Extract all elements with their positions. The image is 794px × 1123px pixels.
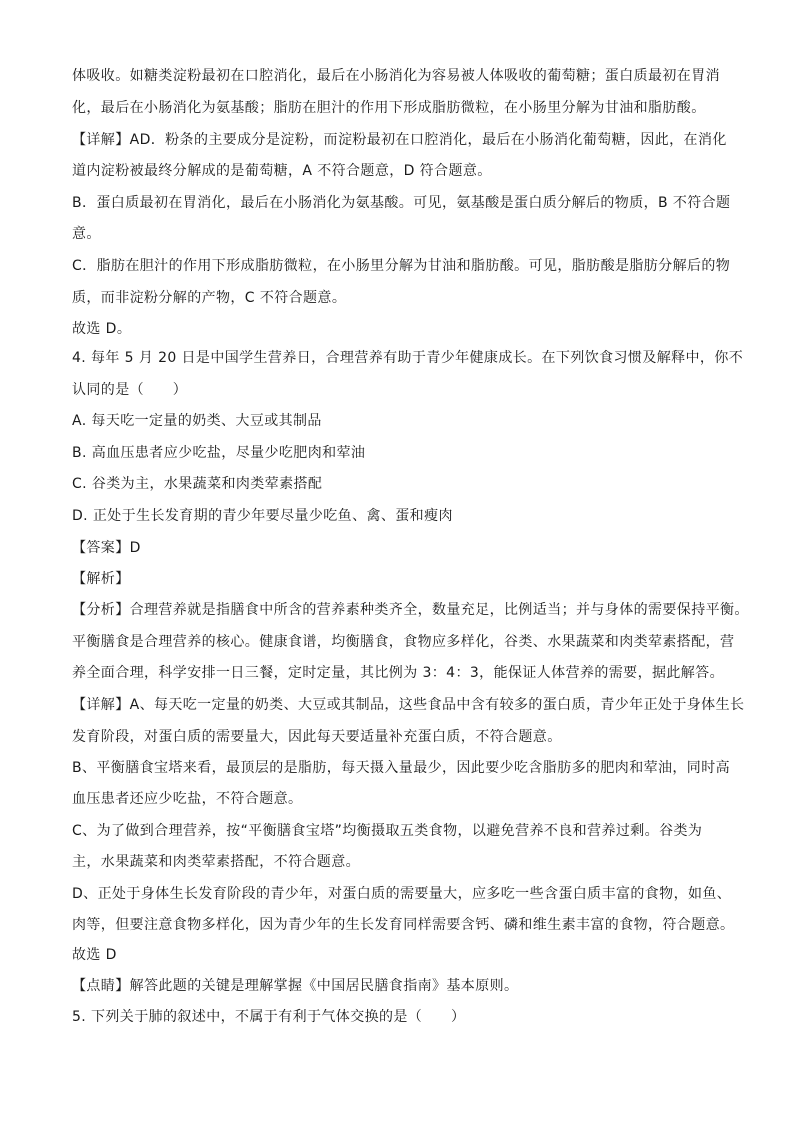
option-d: D. 正处于生长发育期的青少年要尽量少吃鱼、禽、蛋和瘦肉: [72, 508, 453, 524]
text-line: 道内淀粉被最终分解成的是葡萄糖，A 不符合题意，D 符合题意。: [72, 163, 492, 179]
text-line: D、正处于身体生长发育阶段的青少年，对蛋白质的需要量大，应多吃一些含蛋白质丰富的食物，如鱼、: [72, 886, 732, 902]
answer-label: 【答案】D: [72, 540, 141, 556]
option-a: A. 每天吃一定量的奶类、大豆或其制品: [72, 413, 322, 429]
text-line: 故选 D。: [72, 321, 132, 337]
text-line: 意。: [72, 226, 101, 242]
text-line: 体吸收。如糖类淀粉最初在口腔消化，最后在小肠消化为容易被人体吸收的葡萄糖；蛋白质最初在胃消: [72, 68, 720, 84]
text-line: B、平衡膳食宝塔来看，最顶层的是脂肪，每天摄入量最少，因此要少吃含脂肪多的肥肉和荤油，同时高: [72, 760, 731, 776]
option-b: B. 高血压患者应少吃盐，尽量少吃肥肉和荤油: [72, 445, 366, 461]
text-line: 【详解】AD．粉条的主要成分是淀粉，而淀粉最初在口腔消化，最后在小肠消化葡萄糖，因此，在消化: [72, 132, 727, 148]
text-line: 发育阶段，对蛋白质的需要量大，因此每天要适量补充蛋白质，不符合题意。: [72, 729, 562, 745]
text-line: 【点睛】解答此题的关键是理解掌握《中国居民膳食指南》基本原则。: [72, 978, 519, 994]
text-line: 肉等，但要注意食物多样化，因为青少年的生长发育同样需要含钙、磷和维生素丰富的食物，符合题意。: [72, 917, 735, 933]
text-line: 血压患者还应少吃盐，不符合题意。: [72, 791, 303, 807]
text-line: 平衡膳食是合理营养的核心。健康食谱，均衡膳食，食物应多样化，谷类、水果蔬菜和肉类荤素搭配，营: [72, 634, 735, 650]
text-line: C．脂肪在胆汁的作用下形成脂肪微粒，在小肠里分解为甘油和脂肪酸。可见，脂肪酸是脂肪分解后的物: [72, 258, 731, 274]
text-line: 【详解】A、每天吃一定量的奶类、大豆或其制品，这些食品中含有较多的蛋白质，青少年正处于身体生长: [72, 697, 745, 713]
text-line: 质，而非淀粉分解的产物，C 不符合题意。: [72, 290, 347, 306]
text-line: 养全面合理，科学安排一日三餐，定时定量，其比例为 3：4：3，能保证人体营养的需要，据此解答。: [72, 665, 724, 681]
text-line: C、为了做到合理营养，按“平衡膳食宝塔”均衡摄取五类食物，以避免营养不良和营养过剩。谷类为: [72, 823, 703, 839]
question-4-stem: 4. 每年 5 月 20 日是中国学生营养日，合理营养有助于青少年健康成长。在下列饮食习惯及解释中，你不: [72, 350, 744, 366]
text-line: B．蛋白质最初在胃消化，最后在小肠消化为氨基酸。可见，氨基酸是蛋白质分解后的物质，B 不符合题: [72, 195, 731, 211]
question-5-stem: 5. 下列关于肺的叙述中，不属于有利于气体交换的是（ ）: [72, 1009, 466, 1025]
question-4-stem: 认同的是（ ）: [72, 382, 188, 398]
option-c: C. 谷类为主，水果蔬菜和肉类荤素搭配: [72, 476, 323, 492]
text-line: 主，水果蔬菜和肉类荤素搭配，不符合题意。: [72, 854, 360, 870]
text-line: 【分析】合理营养就是指膳食中所含的营养素种类齐全，数量充足，比例适当；并与身体的需要保持平衡。: [72, 602, 749, 618]
text-line: 化，最后在小肠消化为氨基酸；脂肪在胆汁的作用下形成脂肪微粒，在小肠里分解为甘油和脂肪酸。: [72, 100, 706, 116]
text-line: 故选 D: [72, 947, 117, 963]
analysis-label: 【解析】: [72, 571, 130, 587]
